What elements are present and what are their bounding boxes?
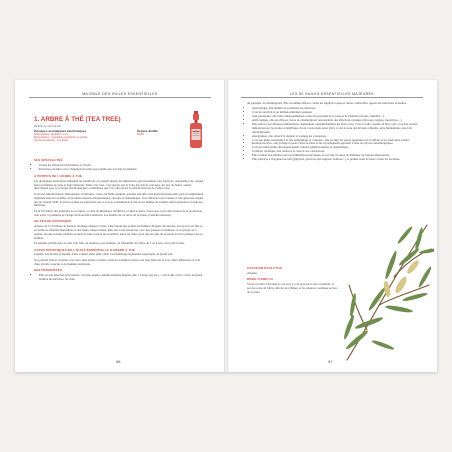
caracteristiques-heading: CARACTÉRISTIQUES DE L'HUILE ESSENTIELLE D'ARBRE À THÉ (34, 247, 135, 252)
right-intro: de parasites, de champignons. Elle est même efficace contre les staphylocoques et autres colibacilles, agents des infections sexuelles. (247, 101, 407, 105)
props-item: Monoterpènes : terpinène-1-ol-4 (34, 133, 68, 136)
mode-heading: MODE D'EMPLOI (247, 277, 273, 281)
right-bullet: • Anti-parasitaire, elle lutte remarquablement contre les parasites de la peau et de l'intestin (ascaris, lamblias…). (252, 115, 419, 119)
caracteristiques-paragraph: Son parfum frais et citronné, avec une odeur épicée et légère, mais les tonalités boisées sont plus délicates et avec odeur différentes et sont d'une grande capacité et de manière pénétrante. (34, 257, 201, 266)
props-item: Monoterpènes : γ-terpinène, α-terpinène, p-cymène, (34, 136, 88, 140)
left-page-number: 96 (116, 359, 121, 364)
book-spread (15, 80, 437, 372)
props-list (34, 133, 88, 143)
essential-oil-bottle-icon (188, 110, 204, 150)
specialites-item: • Toutes les affections bactériennes et virales (39, 164, 204, 168)
specialites-item: • Peaux/les parasites et les champignons (mycoses) quelle que soit leur localisation (39, 168, 204, 172)
right-bullet: • C'est une huile essentielle à la fois antiseptique et veineuse : elle protège les parois sanguines, les fortifiant et les rends plus stables. (252, 139, 419, 143)
right-bullet: • C'est un antiviral et un immunostimulant puissant. (252, 111, 419, 115)
right-page (227, 80, 437, 372)
right-bullet: • Antiseptique, elle désinfecte totalement les blessures. (252, 107, 419, 111)
left-body (34, 156, 204, 283)
tea-tree-botanical-illustration (339, 205, 434, 365)
right-bullet: • C'est un remarquable décongestionnant veineux (phlébotonique) et lymphatique. (252, 146, 419, 150)
monograph-title: 1. ARBRE À THÉ (TEA TREE) (34, 116, 121, 123)
left-page (15, 80, 225, 372)
props-item: Oxydes terpéniques : 1,8-cinéole (34, 139, 69, 143)
right-bullet: • Analgésique, elle adoucit la douleur et soulage les contusions. (252, 135, 419, 139)
botanique-paragraph: En résumé, parfaite fera au plus d'un fruit, de rainures pour exemple, de l'ensemble de l'arbre de 3 ou 4 ans, et les plus faciles. (34, 241, 185, 246)
propos-paragraph: C'est une antiinfectieuse, antiseptique, cicatrisante, contre un faible quantité, garantie une efficacité anti-infectieuse utile qu'il est simplement légitimée dans bon nombre de produits naturels, thérapeutiques, chacune et antiseptiques. Son efficacité est reconnue et très appréciée depuis que les années 1930. Il serait possible en particulier que ce soit en considération le thé en les feuilles de bouillir, dans l'expansion au sein des militaires. (34, 191, 204, 208)
caracteristiques-paragraph: Liquide, très mobile et liquide, d'une couleur jaune pâle, odeur caractéristique légèrement terpénique, de grand jour. (34, 252, 173, 257)
propos-heading: À PROPOS DE L'ARBRE À THÉ (34, 173, 83, 178)
right-bullets (247, 107, 419, 162)
botanique-paragraph: Arbuste de 5 à 8 mètres de hauteur, feuillage épineux, l'arbre à thé fournit des pointes de feuilles, du genre des myrtes. Son écorce est fine et en forme de lamelles blanchâtres et des fleurs, blancs-crème, mais une forte pédoncule, avec des gousses et étamines, et un groupe de 5 pétales, de plus souvent pendant au mois de juin au mois de novembre, selon les fruits, pour que les plus de la plante d'où les graines sont en nombre. (34, 224, 203, 240)
propos-paragraph: Les aborigènes australiens utilisaient les feuilles de cet végétal depuis des millénaires, principalement sous forme de cataplasme pour soigner leurs problèmes de peau et leurs blessures. Mais c'est vous, c'est surtout que le boire des gris de sauvages. Au lieu de fleurir, autant, directement pour se protéger des moustiques cosmétiques que l'on a découvert le parfum enivrant de l'arbre à thé. (34, 178, 204, 191)
right-bullet: • Elle renforce les défenses immunitaires augmentant considérablement les leucocytes. C'est la seule capable de faire cela, et un fait notoire démontrant par les études scientifiques. Donc contre mais aussi grâce à cela la peau qui devient complète, terre immunitaire, une fois rafraîchissante. (252, 123, 419, 135)
right-page-number: 97 (328, 359, 333, 364)
latin-name: Melaleuca alternifolia (34, 124, 61, 128)
mode-paragraph: Voyez à l'arbre à thé dans le cas où il y a de quoi sur le site à l'endroit, et par des soins de l'arbre afin de les rythmer, et les relances continues au lieu de la santé. (247, 281, 337, 294)
right-bullet: • Elle possède une affinité pour les terminaisons nerveuses, et son rôle est aussi de diminuer les fausses impressions. (252, 154, 419, 158)
cotation-heading: COTATION ÉVOLUTIVE (247, 265, 283, 270)
proprietes-list (34, 274, 204, 282)
right-body-bottom (247, 264, 337, 296)
cotation-value: Absente. (247, 270, 258, 275)
organe-value: Feuille (137, 133, 145, 136)
organe-heading: Organe distillé (137, 129, 158, 133)
left-running-head: MA BIBLE DES HUILES ESSENTIELLES (29, 92, 211, 98)
right-bullet: • Radioprotectrice, elle protège la peau contre le soleil et les rayonnements agressifs à base de rayons radiothérapiques. (252, 142, 419, 146)
specialites-list (34, 164, 204, 173)
right-bullet: • Tonifiant cardiaque, elle renforce le cœur et ses contractions. (252, 150, 419, 154)
propos-paragraph: En la fin d'arbre des végétales de sa région, et celle de Melaleuca viridiflora, et dans le genre d'ouvrages ou les découvertes de la production d'un arbre, la première de l'usage du Nouvelle-Calédonie. Les feuilles de cet arbre de la plante (Camellia sinensis). (34, 208, 203, 217)
right-bullet: • Elle participe à l'hygiène buccale (gingivite, gencives qui saignent, halitose…) et permet aussi de lutter contre les bactéries. (252, 158, 419, 162)
right-body-top (247, 102, 419, 162)
right-bullet: • Antifongique, elle est efficace contre les champignons responsables des affections cutanées (mycoses, teignes, intertrigos…). (252, 119, 419, 123)
right-running-head: LES 80 HUILES ESSENTIELLES MAJEURES (241, 92, 423, 98)
proprietes-item: • Elle est une infection polyvalente, c'est une essence antimicrobienne majeure dite « à large spectre » : c'est-à-dire active contre un grand nombre de microbes, de virus, (39, 274, 204, 282)
proprietes-heading: SES PROPRIÉTÉS (34, 268, 63, 273)
botanique-heading: UN PEU DE BOTANIQUE (34, 219, 72, 224)
specialites-heading: SES SPÉCIALITÉS (34, 157, 63, 162)
props-heading: Principes aromatiques biochimiques (34, 129, 87, 133)
